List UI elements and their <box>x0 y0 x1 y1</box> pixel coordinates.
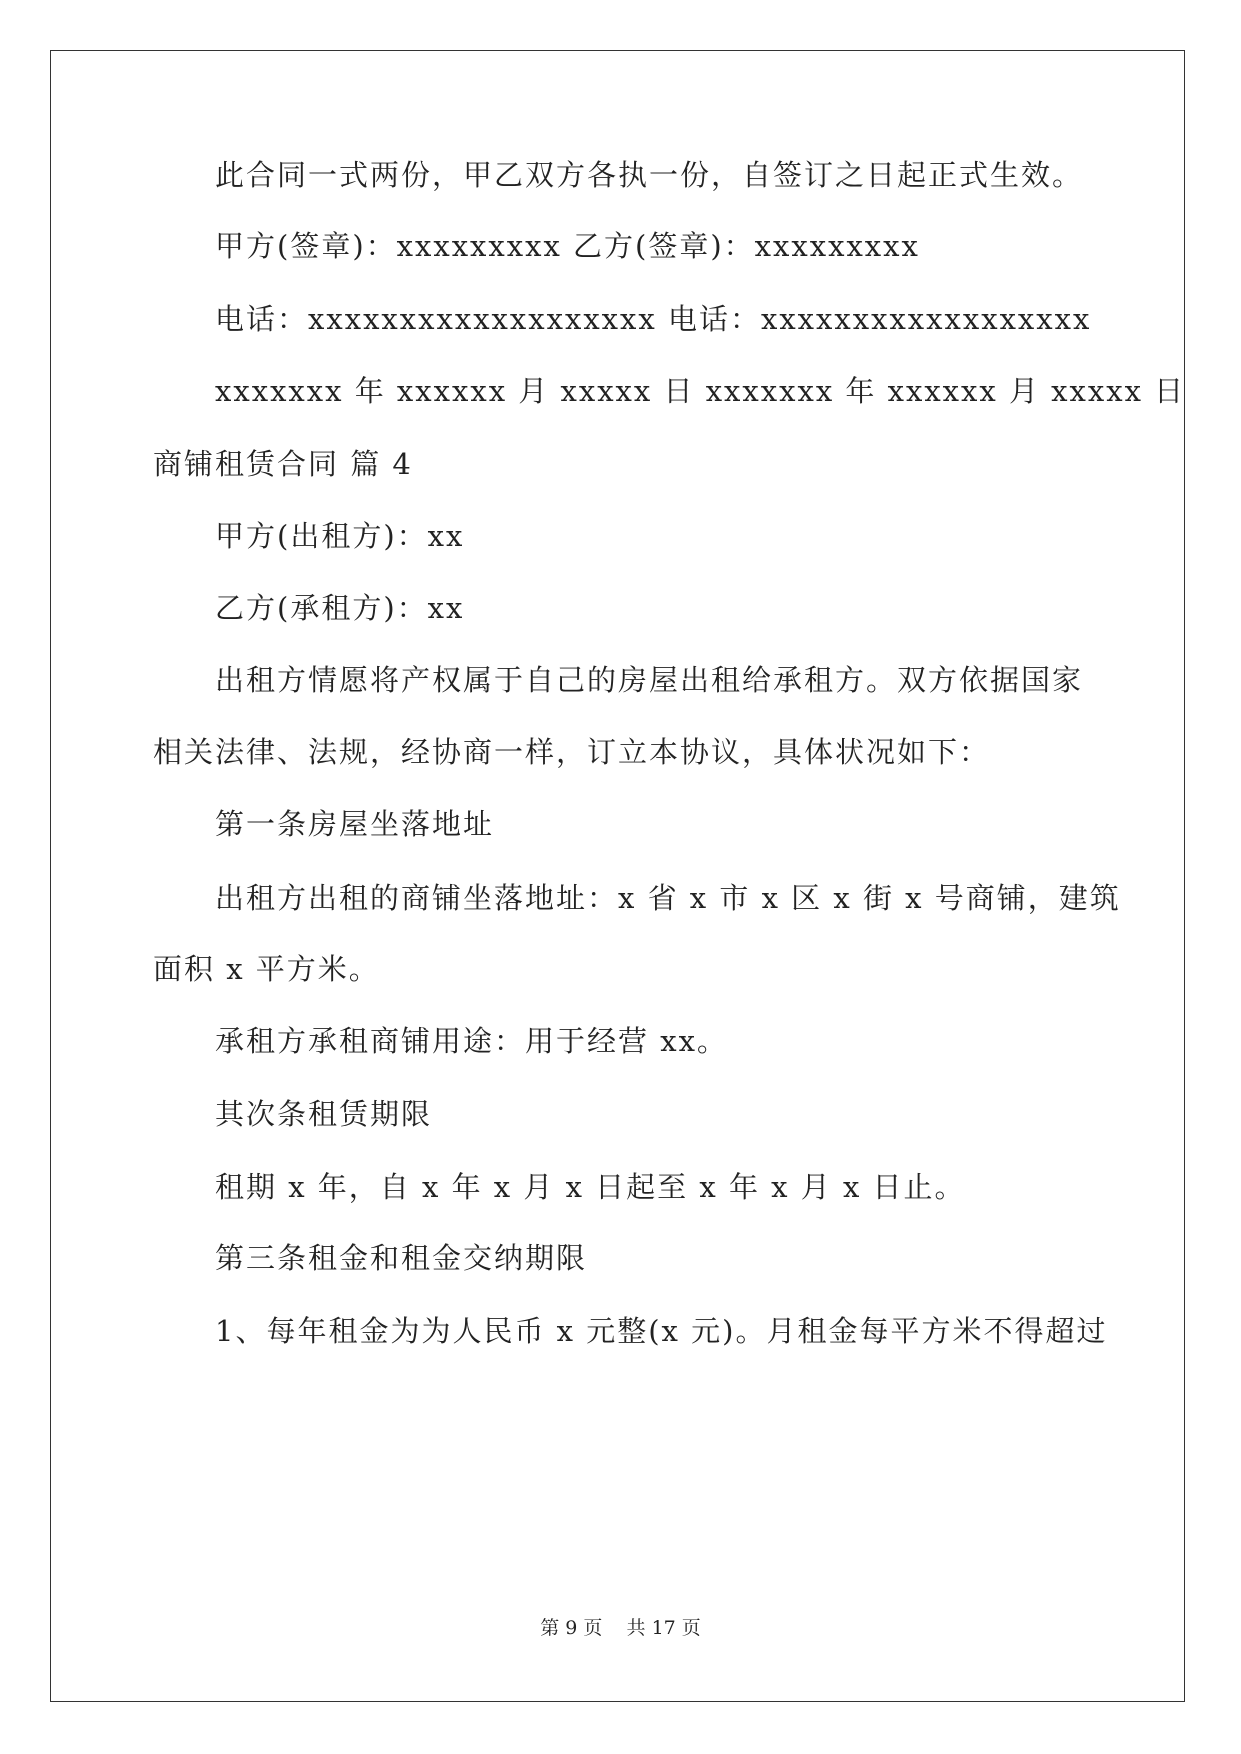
phone-line: 电话：xxxxxxxxxxxxxxxxxxx 电话：xxxxxxxxxxxxxxxxxx <box>215 302 1092 336</box>
paragraph-line: 面积 x 平方米。 <box>153 952 380 986</box>
paragraph-line: 租期 x 年，自 x 年 x 月 x 日起至 x 年 x 月 x 日止。 <box>215 1170 966 1204</box>
section-heading: 商铺租赁合同 篇 4 <box>153 447 413 481</box>
paragraph-line: 1、每年租金为为人民币 x 元整(x 元)。月租金每平方米不得超过 <box>215 1314 1108 1348</box>
article-heading: 其次条租赁期限 <box>215 1097 433 1131</box>
article-heading: 第三条租金和租金交纳期限 <box>215 1241 588 1275</box>
paragraph-line: 此合同一式两份，甲乙双方各执一份，自签订之日起正式生效。 <box>215 158 1084 192</box>
paragraph-line: 出租方情愿将产权属于自己的房屋出租给承租方。双方依据国家 <box>215 663 1084 697</box>
party-b-line: 乙方(承租方)：xx <box>215 591 465 625</box>
article-heading: 第一条房屋坐落地址 <box>215 807 495 841</box>
paragraph-line: 相关法律、法规，经协商一样，订立本协议，具体状况如下： <box>153 735 991 769</box>
page-number-footer: 第 9 页 共 17 页 <box>540 1617 701 1639</box>
page-border <box>50 50 1185 1702</box>
paragraph-line: 承租方承租商铺用途：用于经营 xx。 <box>215 1024 728 1058</box>
party-a-line: 甲方(出租方)：xx <box>215 519 465 553</box>
paragraph-line: 出租方出租的商铺坐落地址：x 省 x 市 x 区 x 街 x 号商铺，建筑 <box>215 881 1121 915</box>
signature-line: 甲方(签章)：xxxxxxxxx 乙方(签章)：xxxxxxxxx <box>215 229 920 263</box>
date-line: xxxxxxx 年 xxxxxx 月 xxxxx 日 xxxxxxx 年 xxxxxx 月 xxxxx 日 <box>215 374 1186 408</box>
